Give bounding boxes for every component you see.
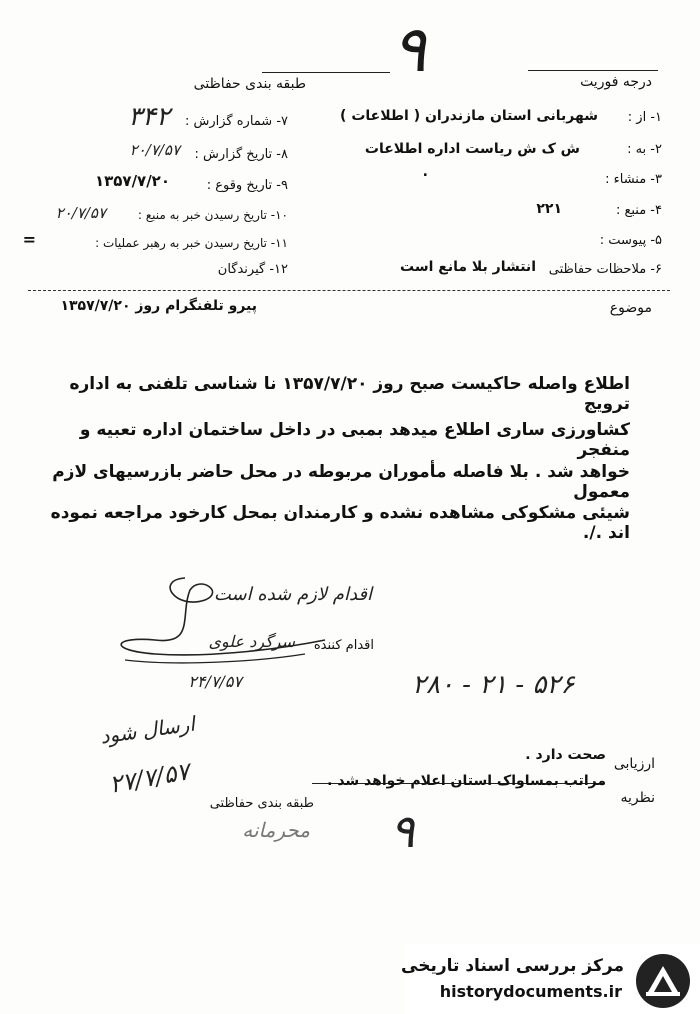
field-source-received-value: ۲۰/۷/۵۷ [55, 204, 106, 222]
classification-label: طبقه بندی حفاظتی [193, 76, 306, 92]
field-to-label: ۲- به : [627, 142, 662, 157]
field-report-number-value: ۳۴۲ [128, 102, 170, 132]
body-line: اطلاع واصله حاکیست صبح روز ۱۳۵۷/۷/۲۰ نا شناسی تلفنی به اداره ترویج [69, 374, 630, 414]
field-security-value: انتشار بلا مانع است [400, 259, 536, 275]
field-to-value: ش ک ش ریاست اداره اطلاعات [364, 141, 580, 157]
field-recipients-label: ۱۲- گیرندگان [217, 262, 288, 277]
field-report-date-value: ۲۰/۷/۵۷ [129, 141, 180, 159]
bottom-classification-label: طبقه بندی حفاظتی [209, 796, 314, 811]
field-source-label: ۴- منبع : [615, 203, 662, 218]
action-note: اقدام لازم شده است [213, 584, 372, 605]
subject-value: پیرو تلفنگرام روز ۱۳۵۷/۷/۲۰ [60, 298, 257, 314]
body-line: شیئی مشکوکی مشاهده نشده و کارمندان بمحل کارخود مراجعه نموده اند ./. [50, 503, 630, 543]
urgency-label: درجه فوریت [580, 74, 652, 90]
field-occurrence-date-label: ۹- تاریخ وقوع : [206, 178, 288, 193]
assessment-value: صحت دارد . [525, 747, 606, 763]
signature-scribble [95, 570, 335, 680]
field-source-value: ۲۲۱ [536, 201, 562, 217]
field-source-received-label: ۱۰- تاریخ رسیدن خبر به منبع : [137, 208, 288, 222]
archive-note: ارسال شود [98, 711, 197, 749]
field-origin-value: . [422, 164, 428, 180]
archive-date: ۲۷/۷/۵۷ [107, 757, 192, 799]
archive-logo-icon [634, 952, 692, 1010]
actor-label: اقدام کننده [313, 638, 374, 653]
field-report-number-label: ۷- شماره گزارش : [184, 114, 288, 129]
classification-underline [262, 72, 390, 73]
top-mark: ۹ [392, 13, 427, 87]
subject-separator [28, 290, 670, 291]
opinion-value: مراتب بمساواک استان اعلام خواهد شد . [327, 773, 606, 789]
bottom-mark: ۹ [390, 804, 415, 858]
field-origin-label: ۳- منشاء : [605, 172, 662, 187]
footer-org-name: مرکز بررسی اسناد تاریخی [401, 956, 624, 976]
subject-label: موضوع [609, 300, 652, 316]
urgency-underline [528, 70, 658, 71]
bottom-classification-value: محرمانه [242, 818, 310, 842]
field-from-label: ۱- از : [627, 110, 662, 125]
footer-website: historydocuments.ir [439, 982, 622, 1001]
field-from-value: شهربانی استان مازندران ( اطلاعات ) [340, 108, 598, 124]
body-line: کشاورزی ساری اطلاع میدهد بمبی در داخل ساختمان اداره تعبیه و منفجر [79, 420, 630, 460]
footer-watermark [401, 944, 700, 1014]
opinion-label: نظریه [620, 790, 655, 806]
body-line: خواهد شد . بلا فاصله مأموران مربوطه در محل حاضر بازرسیهای لازم معمول [52, 462, 630, 502]
field-report-date-label: ۸- تاریخ گزارش : [194, 147, 288, 162]
field-leader-received-value: = [22, 230, 36, 249]
field-attachment-label: ۵- پیوست : [599, 233, 662, 248]
actor-date: ۲۴/۷/۵۷ [188, 672, 242, 691]
field-occurrence-date-value: ۱۳۵۷/۷/۲۰ [94, 172, 170, 190]
field-security-label: ۶- ملاحظات حفاظتی [548, 262, 662, 277]
actor-name: سرگرد علوی [208, 632, 295, 651]
file-number: ۲۸۰ - ۲۱ - ۵۲۶ [412, 670, 575, 700]
assessment-label: ارزیابی [613, 756, 655, 772]
field-leader-received-label: ۱۱- تاریخ رسیدن خبر به رهبر عملیات : [95, 236, 288, 250]
